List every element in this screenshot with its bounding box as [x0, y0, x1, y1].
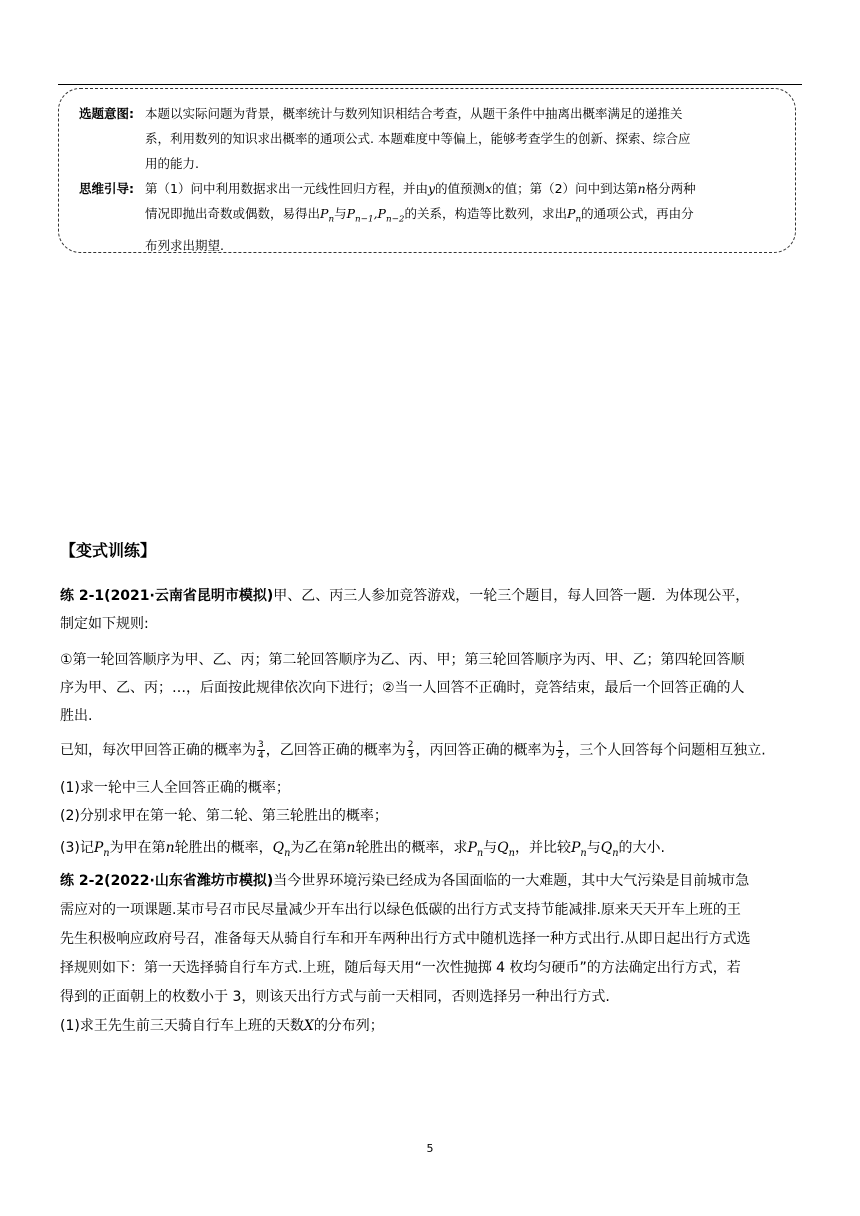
ex1-line: ①第一轮回答顺序为甲、乙、丙；第二轮回答顺序为乙、丙、甲；第三轮回答顺序为丙、甲、乙；第四轮回答顺: [60, 652, 745, 668]
fraction: $\frac{2}{3}$: [407, 740, 414, 761]
ex2-line: 需应对的一项课题.某市号召市民尽量减少开车出行以绿色低碳的出行方式支持节能减排.原来天天开车上班的王: [60, 902, 741, 918]
guide-text: [145, 176, 785, 258]
ex1-label: 练 2-1(2021·云南省昆明市模拟): [60, 588, 274, 604]
intent-line: 用的能力.: [145, 156, 199, 171]
ex1-line: 练 2-1(2021·云南省昆明市模拟)甲、乙、丙三人参加竞答游戏，一轮三个题目，每人回答一题．为体现公平，: [60, 588, 750, 604]
ex2-line: 先生积极响应政府号召，准备每天从骑自行车和开车两种出行方式中随机选择一种方式出行.从即日起出行方式选: [60, 931, 751, 947]
page-number: 5: [426, 1142, 434, 1155]
ex1-line: 制定如下规则:: [60, 616, 149, 632]
analysis-box: [58, 88, 796, 253]
ex1-question-2: (2)分别求甲在第一轮、第二轮、第三轮胜出的概率；: [60, 808, 388, 824]
intent-label: 选题意图:: [79, 106, 134, 121]
guide-line: 情况即抛出奇数或偶数，易得出$P_n$与$P_{n-1},P_{n-2}$的关系，构造等比数列，求出$P_n$的通项公式，再由分: [145, 206, 694, 225]
ex2-label: 练 2-2(2022·山东省潍坊市模拟): [60, 873, 274, 889]
ex1-probabilities: 已知，每次甲回答正确的概率为 $\frac{3}{4}$ ，乙回答正确的概率为 $\frac{2}{3}$ ，丙回答正确的概率为 $\frac{1}{2}$ ，三个人回答每个问题相互独立.: [60, 740, 766, 761]
guide-line: 布列求出期望.: [145, 237, 224, 253]
intent-line: 本题以实际问题为背景，概率统计与数列知识相结合考查，从题干条件中抽离出概率满足的递推关: [145, 106, 683, 121]
ex1-line: 序为甲、乙、丙；…，后面按此规律依次向下进行；②当一人回答不正确时，竞答结束，最后一个回答正确的人: [60, 680, 745, 696]
ex2-line: 练 2-2(2022·山东省潍坊市模拟)当今世界环境污染已经成为各国面临的一大难题，其中大气污染是目前城市急: [60, 873, 750, 889]
ex2-line: 择规则如下：第一天选择骑自行车方式.上班，随后每天用“一次性抛掷 4 枚均匀硬币”的方法确定出行方式，若: [60, 960, 741, 976]
ex1-question-3: (3)记$P_n$为甲在第n轮胜出的概率，$Q_n$为乙在第n轮胜出的概率，求$P_n$与$Q_n$，并比较$P_n$与$Q_n$的大小.: [60, 840, 665, 859]
header-rule: [58, 84, 802, 85]
guide-label: 思维引导:: [79, 181, 134, 196]
guide-line: 第（1）问中利用数据求出一元线性回归方程，并由y的值预测x的值；第（2）问中到达第n格分两种: [145, 181, 696, 196]
section-title: 【变式训练】: [60, 541, 157, 560]
fraction: $\frac{3}{4}$: [258, 740, 264, 761]
ex1-question-1: (1)求一轮中三人全回答正确的概率；: [60, 780, 290, 796]
intent-text: [145, 101, 785, 176]
ex2-question-1: (1)求王先生前三天骑自行车上班的天数X的分布列；: [60, 1018, 384, 1034]
fraction: $\frac{1}{2}$: [557, 740, 564, 761]
ex2-line: 得到的正面朝上的枚数小于 3，则该天出行方式与前一天相同，否则选择另一种出行方式.: [60, 989, 610, 1005]
ex1-line: 胜出.: [60, 708, 93, 724]
intent-line: 系，利用数列的知识求出概率的通项公式. 本题难度中等偏上，能够考查学生的创新、探索、综合应: [145, 131, 691, 146]
